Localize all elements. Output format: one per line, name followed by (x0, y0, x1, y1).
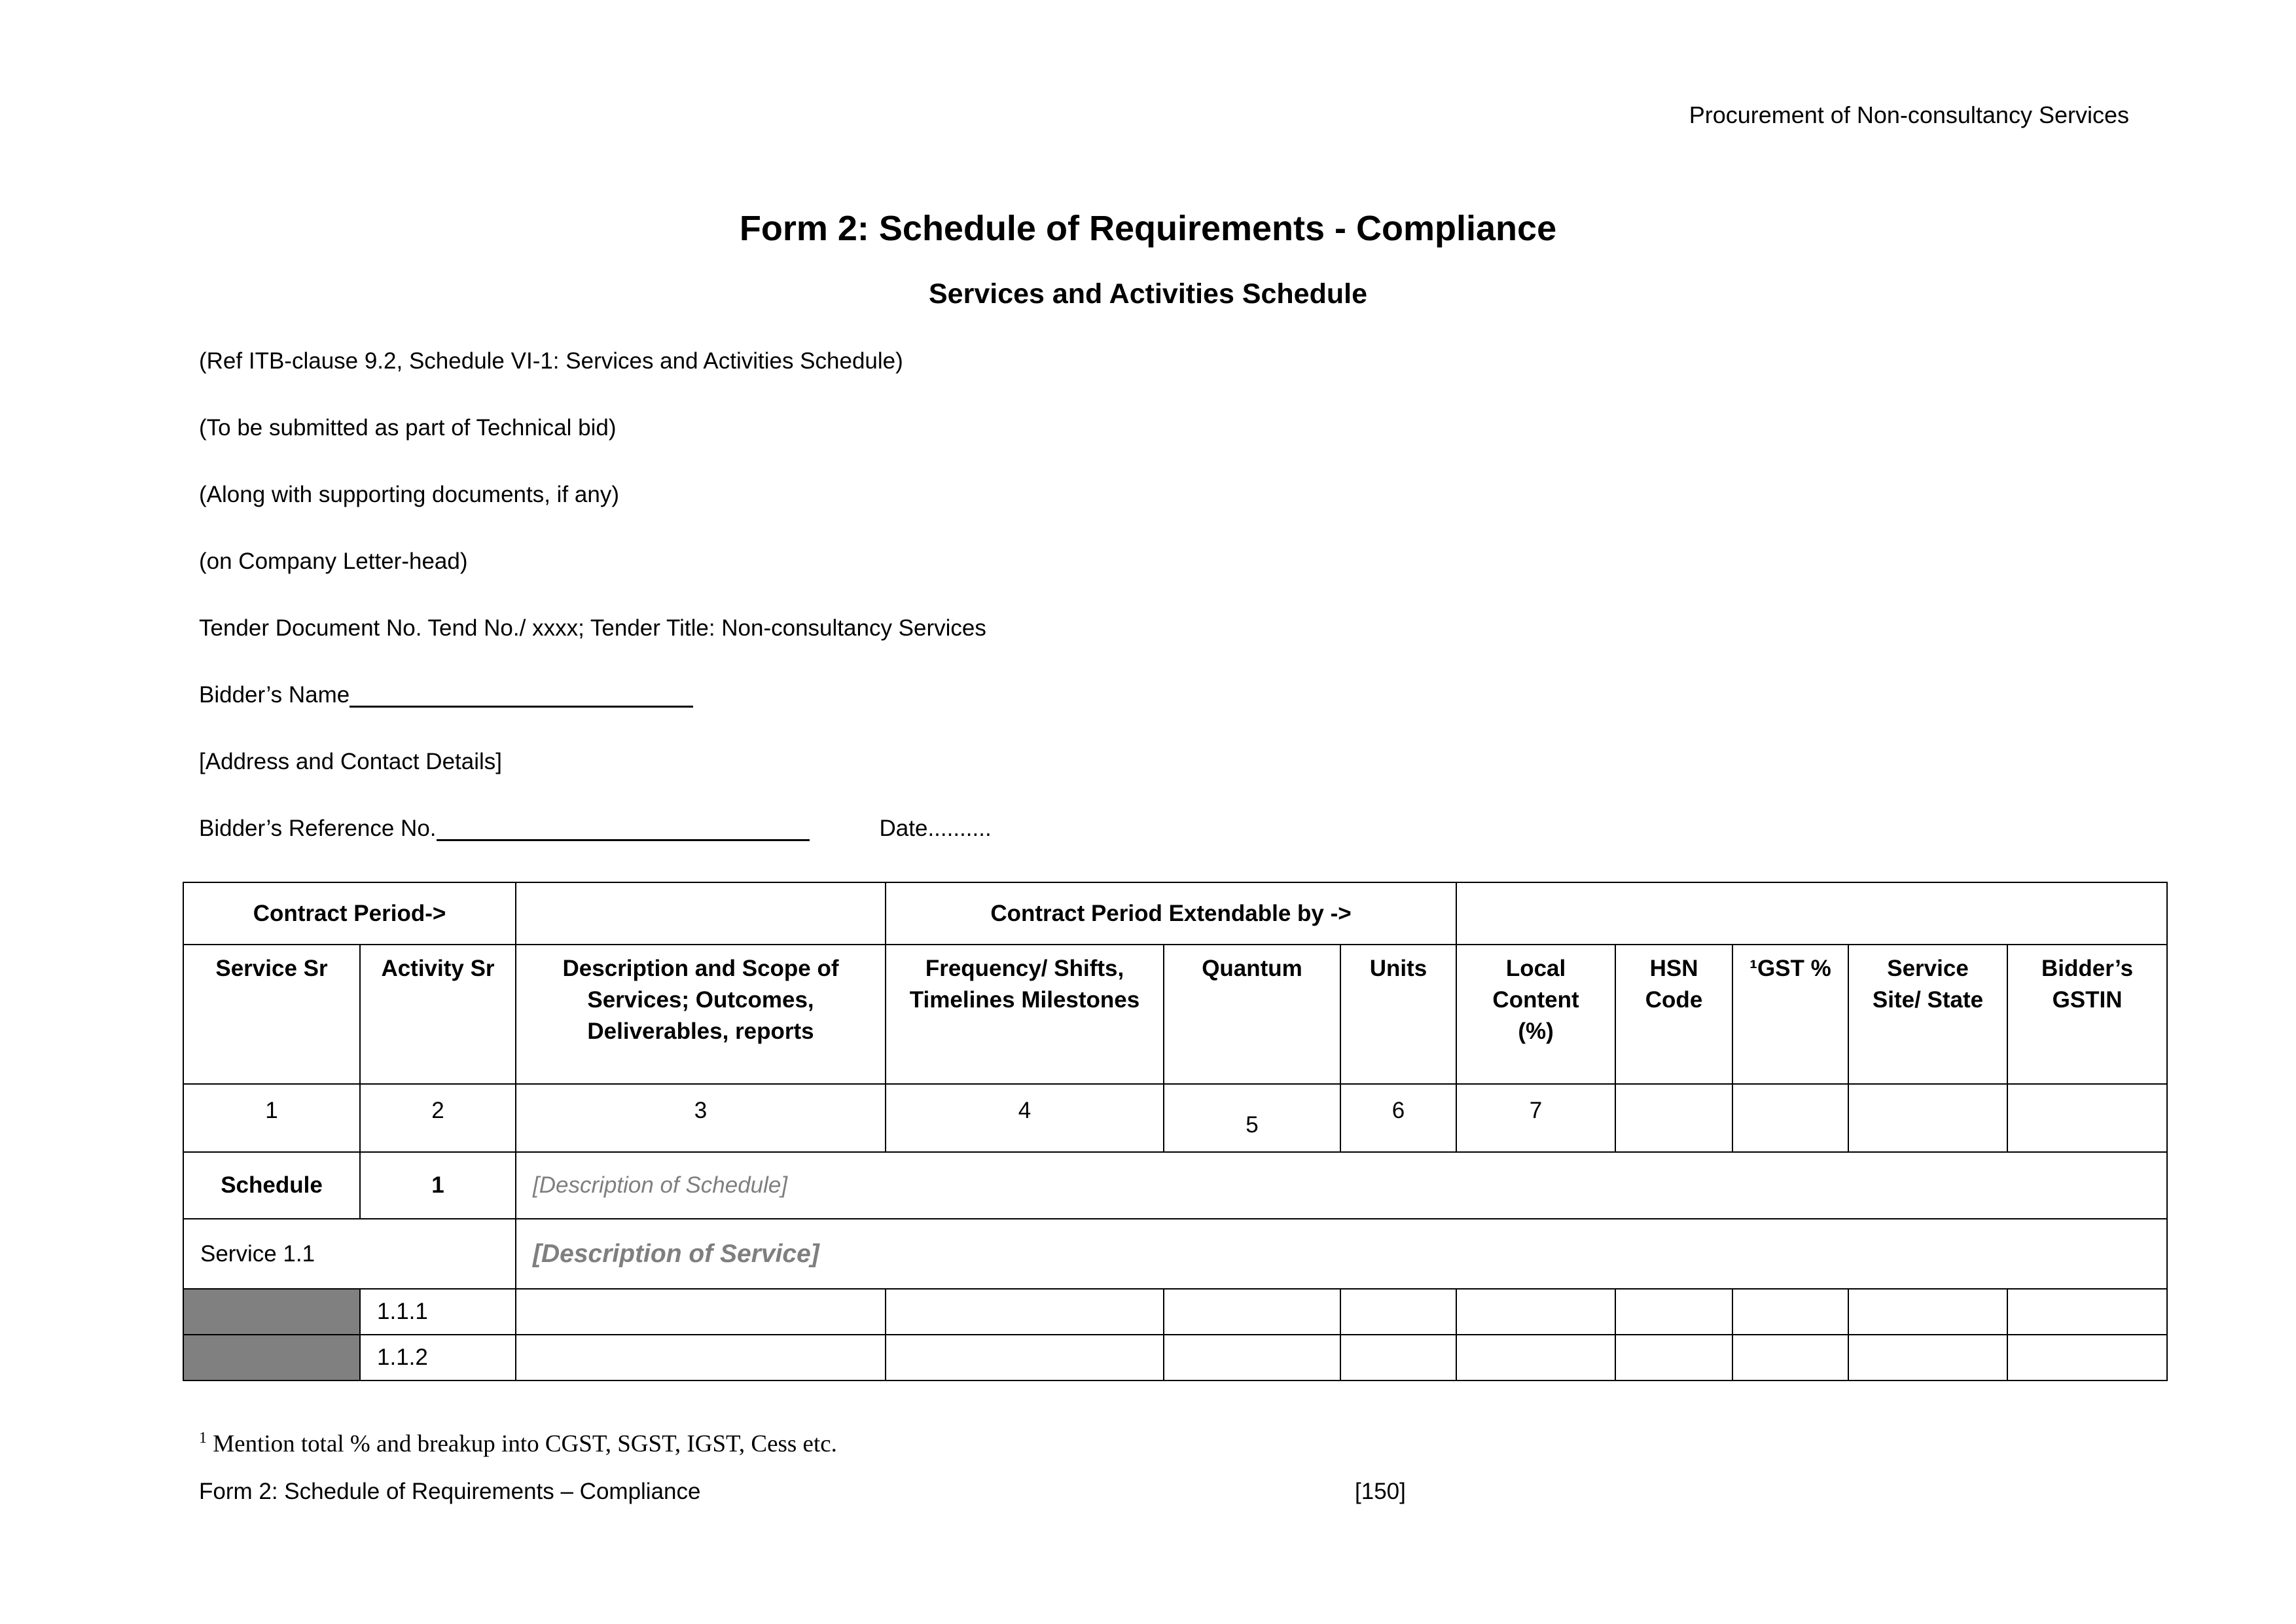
document-footer (0, 1477, 2296, 1506)
empty-cell (1615, 1335, 1732, 1380)
service-label-cell: Service 1.1 (183, 1219, 516, 1289)
footnote-marker: 1 (199, 1430, 207, 1447)
bidder-reference-blank (437, 818, 810, 841)
empty-cell (516, 1289, 886, 1335)
column-number: 1 (183, 1084, 360, 1152)
corner-header-text: Procurement of Non-consultancy Services (1689, 101, 2129, 128)
column-header-activity-sr: Activity Sr (360, 945, 516, 1084)
column-header-service-sr: Service Sr (183, 945, 360, 1084)
empty-cell (2007, 1335, 2167, 1380)
empty-cell (1164, 1335, 1340, 1380)
bidder-name-label: Bidder’s Name (199, 682, 350, 708)
intro-line-letterhead: (on Company Letter-head) (199, 549, 468, 574)
column-header-service-site: Service Site/ State (1848, 945, 2007, 1084)
empty-cell (1456, 1335, 1615, 1380)
column-header-gst: ¹GST % (1732, 945, 1848, 1084)
column-number-row (183, 1084, 2167, 1152)
empty-cell (1848, 1289, 2007, 1335)
empty-cell (1732, 1289, 1848, 1335)
column-header-quantum: Quantum (1164, 945, 1340, 1084)
column-number: 4 (886, 1084, 1164, 1152)
date-label: Date.......... (879, 816, 992, 841)
bidder-reference-label: Bidder’s Reference No. (199, 816, 437, 841)
empty-cell (1340, 1289, 1456, 1335)
bidder-reference-line (199, 815, 2296, 842)
contract-period-label: Contract Period-> (183, 882, 516, 945)
service-row (183, 1219, 2167, 1289)
bidder-name-blank (350, 685, 693, 708)
service-description-cell: [Description of Service] (516, 1219, 2167, 1289)
empty-cell (1456, 882, 2167, 945)
empty-cell (886, 1289, 1164, 1335)
footnote-text: Mention total % and breakup into CGST, SGST, IGST, Cess etc. (213, 1430, 837, 1458)
schedule-label-cell: Schedule (183, 1152, 360, 1219)
activity-sr-cell: 1.1.2 (360, 1335, 516, 1380)
schedule-sr-cell: 1 (360, 1152, 516, 1219)
column-header-hsn-code: HSN Code (1615, 945, 1732, 1084)
activity-row (183, 1289, 2167, 1335)
empty-cell (1848, 1084, 2007, 1152)
page-subtitle: Services and Activities Schedule (929, 278, 1367, 310)
contract-period-extendable-label: Contract Period Extendable by -> (886, 882, 1456, 945)
blocked-cell (183, 1289, 360, 1335)
contract-period-band-row (183, 882, 2167, 945)
empty-cell (1615, 1084, 1732, 1152)
bidder-name-line (199, 681, 2296, 709)
activity-row (183, 1335, 2167, 1380)
schedule-row (183, 1152, 2167, 1219)
column-number: 5 (1164, 1084, 1340, 1152)
empty-cell (516, 1335, 886, 1380)
column-number: 7 (1456, 1084, 1615, 1152)
intro-line-tender-doc: Tender Document No. Tend No./ xxxx; Tender Title: Non-consultancy Services (199, 615, 986, 641)
empty-cell (516, 882, 886, 945)
empty-cell (2007, 1289, 2167, 1335)
intro-line-ref-clause: (Ref ITB-clause 9.2, Schedule VI-1: Services and Activities Schedule) (199, 348, 903, 374)
intro-line-supporting-docs: (Along with supporting documents, if any) (199, 482, 619, 507)
empty-cell (1340, 1335, 1456, 1380)
intro-block (199, 348, 2296, 842)
column-header-units: Units (1340, 945, 1456, 1084)
column-number: 6 (1340, 1084, 1456, 1152)
column-header-local-content: Local Content (%) (1456, 945, 1615, 1084)
empty-cell (1164, 1289, 1340, 1335)
column-header-row (183, 945, 2167, 1084)
gst-footnote (199, 1423, 2296, 1459)
activity-sr-cell: 1.1.1 (360, 1289, 516, 1335)
page-number: [150] (1355, 1479, 1406, 1505)
empty-cell (2007, 1084, 2167, 1152)
empty-cell (1848, 1335, 2007, 1380)
intro-line-technical-bid: (To be submitted as part of Technical bid) (199, 415, 617, 441)
footer-doc-title: Form 2: Schedule of Requirements – Compliance (199, 1479, 701, 1505)
empty-cell (1456, 1289, 1615, 1335)
services-activities-table (183, 882, 2168, 1381)
address-line: [Address and Contact Details] (199, 749, 503, 774)
empty-cell (1615, 1289, 1732, 1335)
column-header-description: Description and Scope of Services; Outcomes, Deliverables, reports (516, 945, 886, 1084)
column-number: 2 (360, 1084, 516, 1152)
column-header-bidders-gstin: Bidder’s GSTIN (2007, 945, 2167, 1084)
schedule-description-cell: [Description of Schedule] (516, 1152, 2167, 1219)
page-title: Form 2: Schedule of Requirements - Compliance (739, 209, 1557, 248)
column-header-frequency: Frequency/ Shifts, Timelines Milestones (886, 945, 1164, 1084)
blocked-cell (183, 1335, 360, 1380)
empty-cell (1732, 1084, 1848, 1152)
empty-cell (886, 1335, 1164, 1380)
column-number: 3 (516, 1084, 886, 1152)
empty-cell (1732, 1335, 1848, 1380)
